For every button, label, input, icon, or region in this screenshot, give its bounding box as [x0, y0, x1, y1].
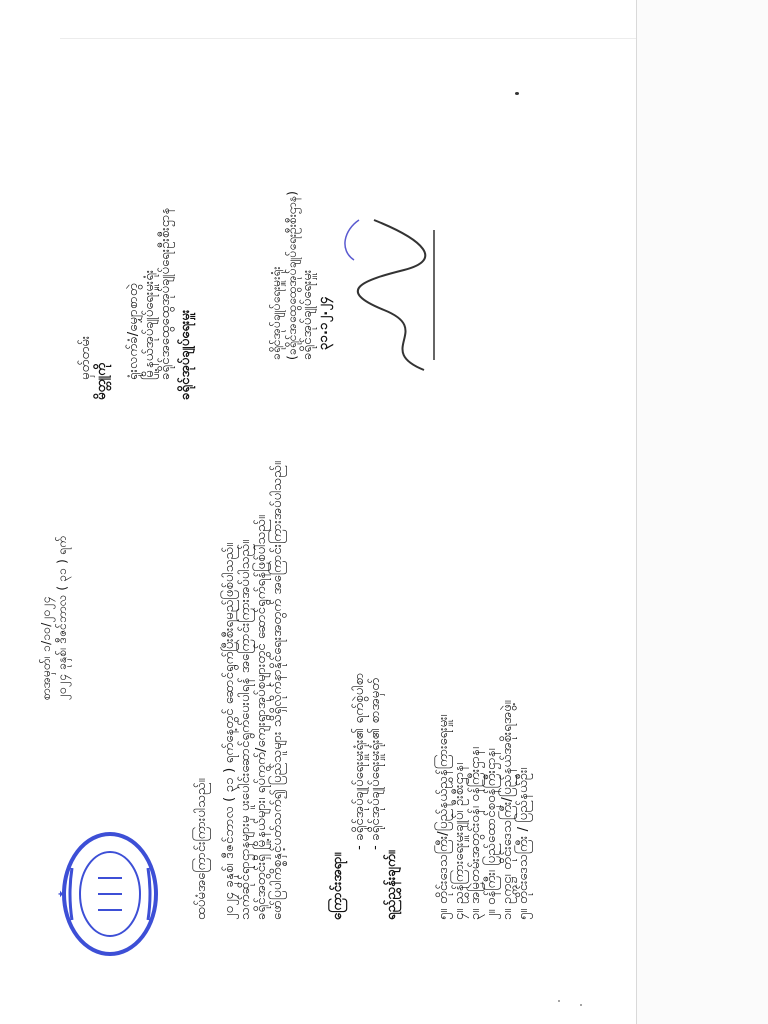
reference-heading: ရည်ညွှန်းချက်။ — [384, 849, 399, 920]
official-stamp — [58, 828, 162, 960]
reference-item: - ခရိုင်အုပ်ချုပ်ရေးမှူးရုံး၏ စာအမှတ် — [368, 677, 383, 850]
ink-speck — [558, 1000, 560, 1002]
signature-area — [334, 200, 454, 380]
addressee-line: ၅။ တိုင်းဒေသကြီး/ပြည်နယ်ညွှန်ကြားရေးမှူး၊ — [436, 714, 451, 920]
body-line: ခရိုင်အတွင်းရှိ မြို့နယ်များ၊ ရပ်ကွက်/ကျေးရွာအုပ်စုများတွင် ဆောင်ရွက်ရန်ဖြစ်ပါသည်။ — [254, 514, 269, 920]
subject-heading: ကြောင်းအရာ။ — [330, 852, 345, 920]
office-line: ခရိုင်အုပ်ချုပ်ရေးမှူး — [300, 269, 315, 360]
signoff: ခရိုင်အုပ်ချုပ်ရေးမှူး — [178, 309, 193, 400]
reference-item: - ခရိုင်အုပ်ချုပ်ရေးမှူးရုံး၏ ရက်စွဲပါစာ — [352, 672, 367, 850]
body-line: သက်ဆိုင်ရာဌာနများမှ ပူးပေါင်းဆောင်ရွက်ပေးပါရန် အကြောင်းကြားအပ်ပါသည်။ — [238, 539, 253, 920]
ink-speck — [580, 1004, 582, 1006]
handwritten-signature — [334, 200, 454, 380]
copy-line: မြို့နယ်အုပ်ချုပ်ရေးမှူးရုံး — [142, 269, 157, 380]
copy-line: ရုံးလက်ခံ/မျှောစာတွဲ — [126, 283, 141, 380]
reference-line: ၅။ တိုင်းဒေသကြီး / ပြည်နယ်ဦး၊ — [516, 767, 531, 920]
addressee-line: ၄။ ညွှန်ကြားရေးမှူးချုပ်၊ ဦးစီးဌာန၊ — [452, 762, 467, 920]
addressee-line: ၃။ အမြဲတမ်းအတွင်းဝန်၊ ဝန်ကြီးဌာန၊ — [468, 746, 483, 920]
copy-heading: မိတ္တူကို — [94, 362, 109, 400]
body-line: ဖော်ပြပါကိစ္စနှင့်ပတ်သက်၍ ပြည်သူများ သိရှိလိုက်နာနိုင်ရေးအတွက် အကြောင်းကြားအပ်ပါသည်။ — [270, 460, 285, 920]
addressee-line: ၁။ ဥက္ကဋ္ဌ၊ တိုင်းဒေသကြီး/ပြည်နယ်အစိုးရအဖွဲ့။ — [500, 700, 515, 920]
body-line: ထပ်မံအကြောင်းကြားပါသည်။ — [194, 778, 209, 920]
office-line: ခရိုင်အုပ်ချုပ်ရေးမှူးရုံး — [269, 266, 283, 360]
body-line: ၂၀၂၄ ခုနှစ်၊ ဒီဇင်ဘာလ ( ၃၁ ) ရက်နေ့တွင် ဆောင်ရွက်ပြီးစီးရမည်ဖြစ်ပါသည်။ — [222, 542, 237, 920]
office-line: (ခရိုင်အထွေထွေအုပ်ချုပ်ရေးဦးစီးဌာန) — [285, 190, 299, 360]
scan-top-edge — [60, 38, 636, 39]
svg-text:★: ★ — [58, 889, 67, 899]
date-line: ၃၁.၁၂.၂၄ — [316, 296, 331, 350]
copy-line: မှတ်တမ်း — [78, 335, 93, 380]
addressee-line: ၂။ ဝန်ကြီး၊ ပြည်ထောင်စုဝန်ကြီးဌာန၊ — [484, 748, 499, 920]
footer-ref: စာအမှတ်၊ ၁/၁၀/၂၀၂၄ — [39, 596, 53, 700]
footer-date: ၂၀၂၄ ခုနှစ်၊ ဒီဇင်ဘာလ ( ၃၁ ) ရက် — [55, 535, 69, 700]
scan-edge — [636, 0, 768, 1024]
copy-line: ခရိုင်အထွေထွေအုပ်ချုပ်ရေးဦးစီးဌာန — [158, 207, 173, 380]
